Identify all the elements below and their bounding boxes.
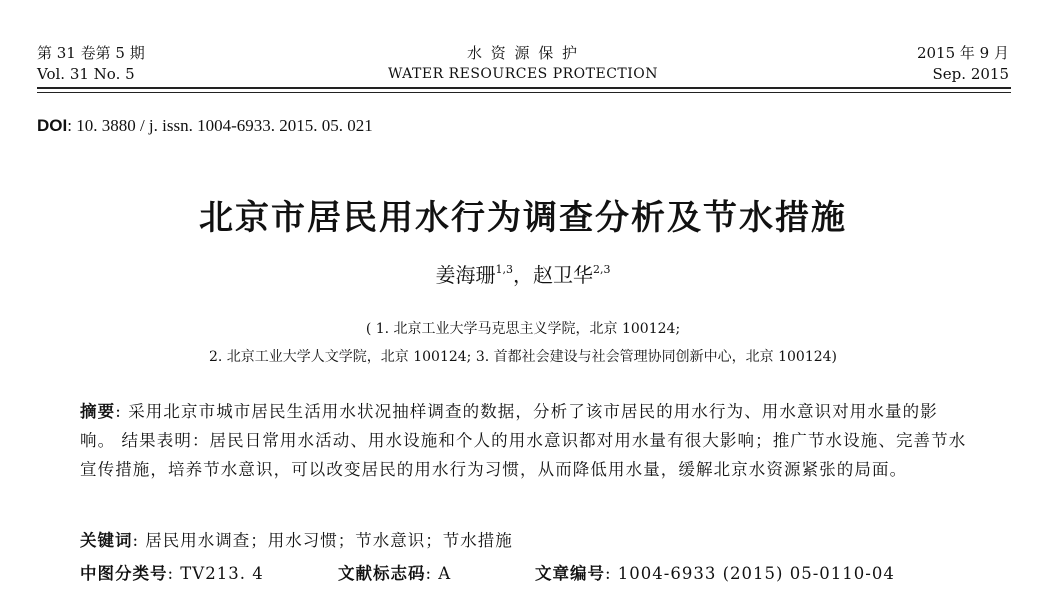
publication-date-en: Sep. 2015 xyxy=(932,65,1009,83)
paper-title: 北京市居民用水行为调查分析及节水措施 xyxy=(199,198,847,238)
doi-line xyxy=(37,116,373,136)
abstract-label: 摘要 xyxy=(80,402,116,421)
doi-value: : 10. 3880 / j. issn. 1004-6933. 2015. 05. 021 xyxy=(67,116,373,135)
affiliation-line-1: ( 1. 北京工业大学马克思主义学院，北京 100124; xyxy=(365,321,681,337)
journal-name-en: WATER RESOURCES PROTECTION xyxy=(387,66,659,82)
clc-label: 中图分类号 xyxy=(80,564,168,583)
article-number-label: 文章编号 xyxy=(535,564,605,583)
document-code-value: : A xyxy=(425,564,452,583)
journal-name: 水 资 源 保 护 xyxy=(466,44,580,62)
author-affiliation-mark: 1,3 xyxy=(495,263,513,276)
clc-number xyxy=(80,560,264,584)
author-name: 赵卫华 xyxy=(533,263,593,287)
journal-volume-issue-en: Vol. 31 No. 5 xyxy=(37,65,135,83)
publication-date: 2015 年 9 月 xyxy=(916,44,1009,62)
article-number xyxy=(535,560,895,584)
affiliation-line-2: 2. 北京工业大学人文学院，北京 100124; 3. 首都社会建设与社会管理协同创新中心，北京 100124) xyxy=(208,349,838,365)
author-affiliation-mark: 2,3 xyxy=(593,263,611,276)
keywords xyxy=(80,527,513,551)
author-separator: ， xyxy=(513,263,533,287)
header-rule-thick xyxy=(37,87,1011,89)
clc-value: : TV213. 4 xyxy=(167,564,264,583)
keywords-label: 关键词 xyxy=(80,531,133,550)
article-number-value: : 1004-6933 (2015) 05-0110-04 xyxy=(605,564,895,583)
doi-label: DOI xyxy=(37,116,68,135)
keywords-text: : 居民用水调查；用水习惯；节水意识；节水措施 xyxy=(132,531,513,550)
author-list xyxy=(0,259,1046,288)
document-code xyxy=(338,560,451,584)
abstract-text: : 采用北京市城市居民生活用水状况抽样调查的数据，分析了该市居民的用水行为、用水意识对用水量的影响。 结果表明：居民日常用水活动、用水设施和个人的用水意识都对用水量有很大影响；推广节水设施、完善节水宣传措施，培养节水意识，可以改变居民的用水行为习惯，从而降低用水量，缓解北京水资源紧张的局面。 xyxy=(80,402,967,479)
document-code-label: 文献标志码 xyxy=(338,564,426,583)
header-rule-thin xyxy=(37,92,1011,93)
author-name: 姜海珊 xyxy=(435,263,496,287)
abstract xyxy=(80,397,970,484)
journal-volume-issue: 第 31 卷第 5 期 xyxy=(37,44,145,62)
